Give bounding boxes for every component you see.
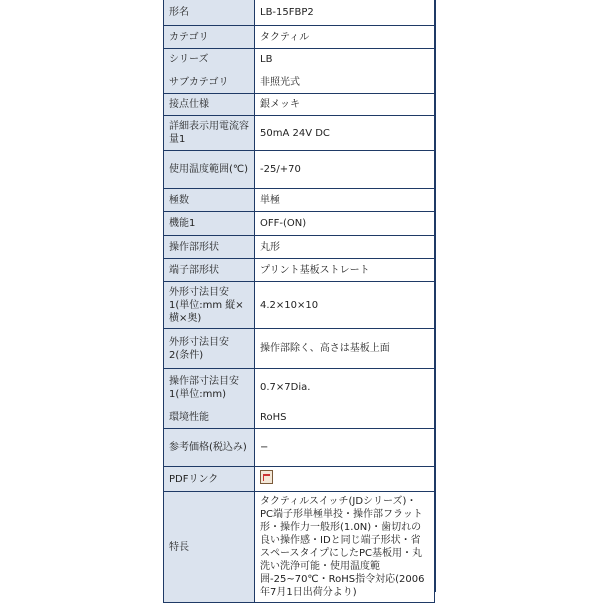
spec-value: RoHS (255, 407, 435, 429)
spec-row (164, 26, 435, 49)
spec-value: 0.7×7Dia. (255, 369, 435, 407)
spec-label: PDFリンク (164, 467, 255, 492)
spec-label: 特長 (164, 492, 255, 603)
spec-value: タクティル (255, 26, 435, 49)
spec-label: 接点仕様 (164, 94, 255, 116)
spec-label: 参考価格(税込み) (164, 429, 255, 467)
spec-label: 極数 (164, 189, 255, 212)
spec-value: − (255, 429, 435, 467)
spec-label: 形名 (164, 0, 255, 26)
spec-row (164, 236, 435, 259)
spec-value: OFF-(ON) (255, 212, 435, 236)
spec-value: 銀メッキ (255, 94, 435, 116)
spec-row (164, 259, 435, 282)
spec-value: プリント基板ストレート (255, 259, 435, 282)
spec-label: サブカテゴリ (164, 71, 255, 94)
spec-row (164, 49, 435, 71)
spec-value: -25/+70 (255, 151, 435, 189)
spec-label: 端子部形状 (164, 259, 255, 282)
spec-row (164, 151, 435, 189)
spec-row (164, 369, 435, 407)
spec-label: シリーズ (164, 49, 255, 71)
spec-label: カテゴリ (164, 26, 255, 49)
spec-value: 50mA 24V DC (255, 116, 435, 151)
spec-row (164, 0, 435, 26)
spec-label: 機能1 (164, 212, 255, 236)
spec-value: 4.2×10×10 (255, 282, 435, 329)
spec-label: 使用温度範囲(℃) (164, 151, 255, 189)
spec-label: 外形寸法目安1(単位:mm 縦×横×奥) (164, 282, 255, 329)
spec-row (164, 407, 435, 429)
spec-table (163, 0, 435, 603)
spec-row (164, 282, 435, 329)
pdf-icon[interactable] (260, 470, 273, 484)
spec-row (164, 329, 435, 369)
spec-value: LB-15FBP2 (255, 0, 435, 26)
spec-row (164, 71, 435, 94)
spec-row (164, 116, 435, 151)
spec-value (255, 467, 435, 492)
spec-row (164, 94, 435, 116)
spec-row (164, 189, 435, 212)
spec-row (164, 212, 435, 236)
spec-value: 丸形 (255, 236, 435, 259)
spec-value: タクティルスイッチ(JDシリーズ)・PC端子形単極単投・操作部フラット形・操作力一般形(1.0N)・歯切れの良い操作感・IDと同じ端子形状・省スペースタイプにしたPC基板用・丸洗い洗浄可能・使用温度範囲-25~70℃・RoHS指令対応(2006年7月1日出荷分より) (255, 492, 435, 603)
spec-value: LB (255, 49, 435, 71)
spec-row (164, 492, 435, 603)
spec-value: 操作部除く、高さは基板上面 (255, 329, 435, 369)
spec-label: 操作部形状 (164, 236, 255, 259)
spec-value: 非照光式 (255, 71, 435, 94)
spec-label: 操作部寸法目安1(単位:mm) (164, 369, 255, 407)
spec-label: 外形寸法目安2(条件) (164, 329, 255, 369)
spec-label: 環境性能 (164, 407, 255, 429)
spec-row (164, 467, 435, 492)
spec-value: 単極 (255, 189, 435, 212)
spec-row (164, 429, 435, 467)
spec-label: 詳細表示用電流容量1 (164, 116, 255, 151)
